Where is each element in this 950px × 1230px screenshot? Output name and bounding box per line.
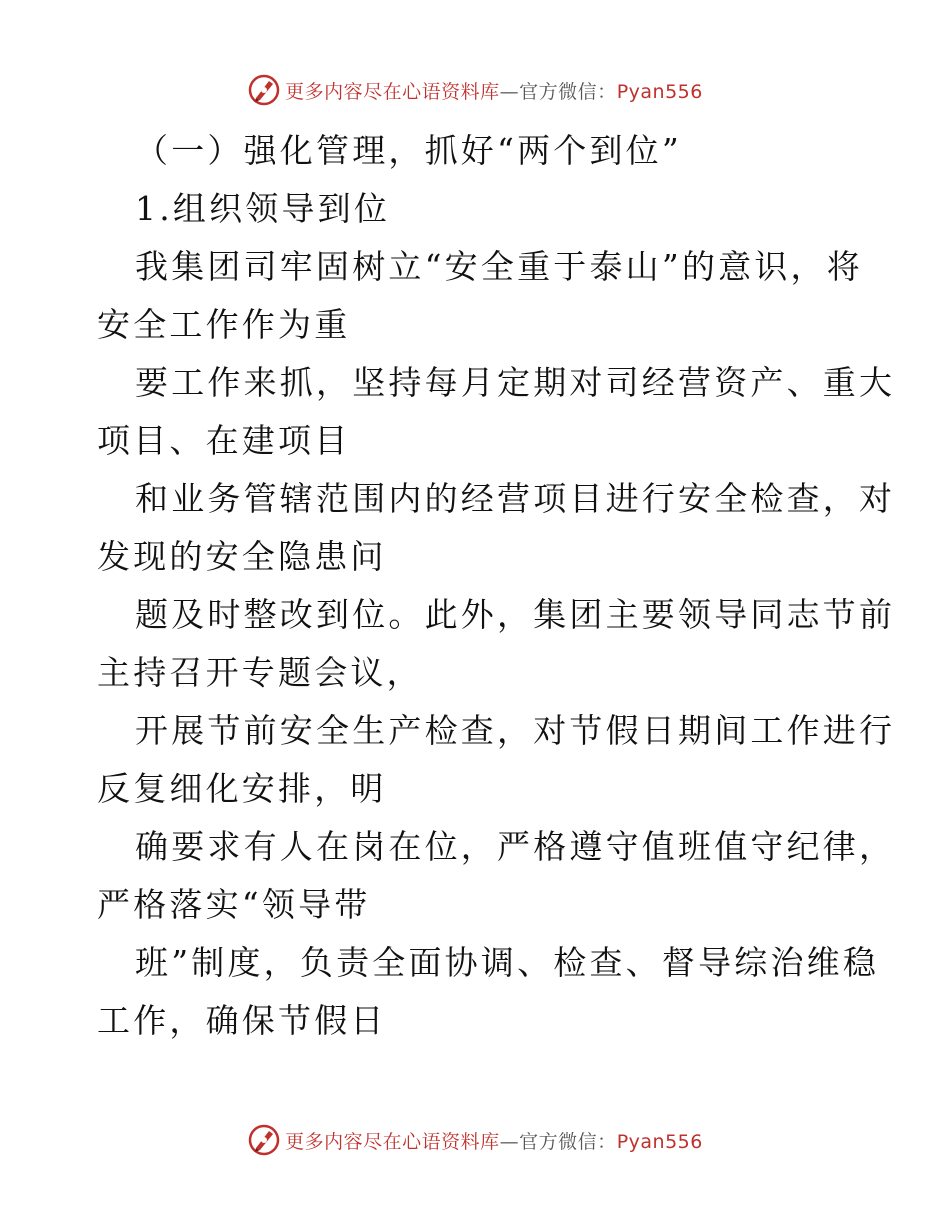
document-line: 和业务管辖范围内的经营项目进行安全检查，对 (135, 479, 896, 518)
document-body (97, 122, 896, 1050)
document-line: 主持召开专题会议， (97, 653, 423, 692)
pen-logo-icon (247, 73, 281, 107)
watermark-label: 官方微信： (519, 1130, 617, 1153)
header-watermark (0, 70, 950, 110)
document-line: 要工作来抓，坚持每月定期对司经营资产、重大 (135, 363, 896, 402)
document-line: 安全工作作为重 (97, 305, 351, 344)
watermark-label: 官方微信： (519, 80, 617, 103)
document-line: 我集团司牢固树立“安全重于泰山”的意识，将 (135, 247, 863, 286)
watermark-account: Pyan556 (616, 1130, 703, 1153)
document-line: 题及时整改到位。此外，集团主要领导同志节前 (135, 595, 896, 634)
watermark-main-text: 更多内容尽在心语资料库 (285, 80, 500, 103)
watermark-account: Pyan556 (616, 80, 703, 103)
watermark-dash: — (499, 80, 520, 103)
watermark-main-text: 更多内容尽在心语资料库 (285, 1130, 500, 1153)
document-line: 1.组织领导到位 (135, 189, 391, 228)
watermark-dash: — (499, 1130, 520, 1153)
document-line: 项目、在建项目 (97, 421, 351, 460)
document-line: 工作，确保节假日 (97, 1001, 387, 1040)
document-line: 反复细化安排，明 (97, 769, 387, 808)
document-line: 发现的安全隐患问 (97, 537, 387, 576)
document-line: 确要求有人在岗在位，严格遵守值班值守纪律， (135, 827, 896, 866)
pen-logo-icon (247, 1123, 281, 1157)
document-line: （一）强化管理，抓好“两个到位” (135, 131, 682, 170)
document-line: 班”制度，负责全面协调、检查、督导综治维稳 (135, 943, 880, 982)
document-line: 严格落实“领导带 (97, 885, 371, 924)
document-line: 开展节前安全生产检查，对节假日期间工作进行 (135, 711, 896, 750)
footer-watermark (0, 1120, 950, 1160)
